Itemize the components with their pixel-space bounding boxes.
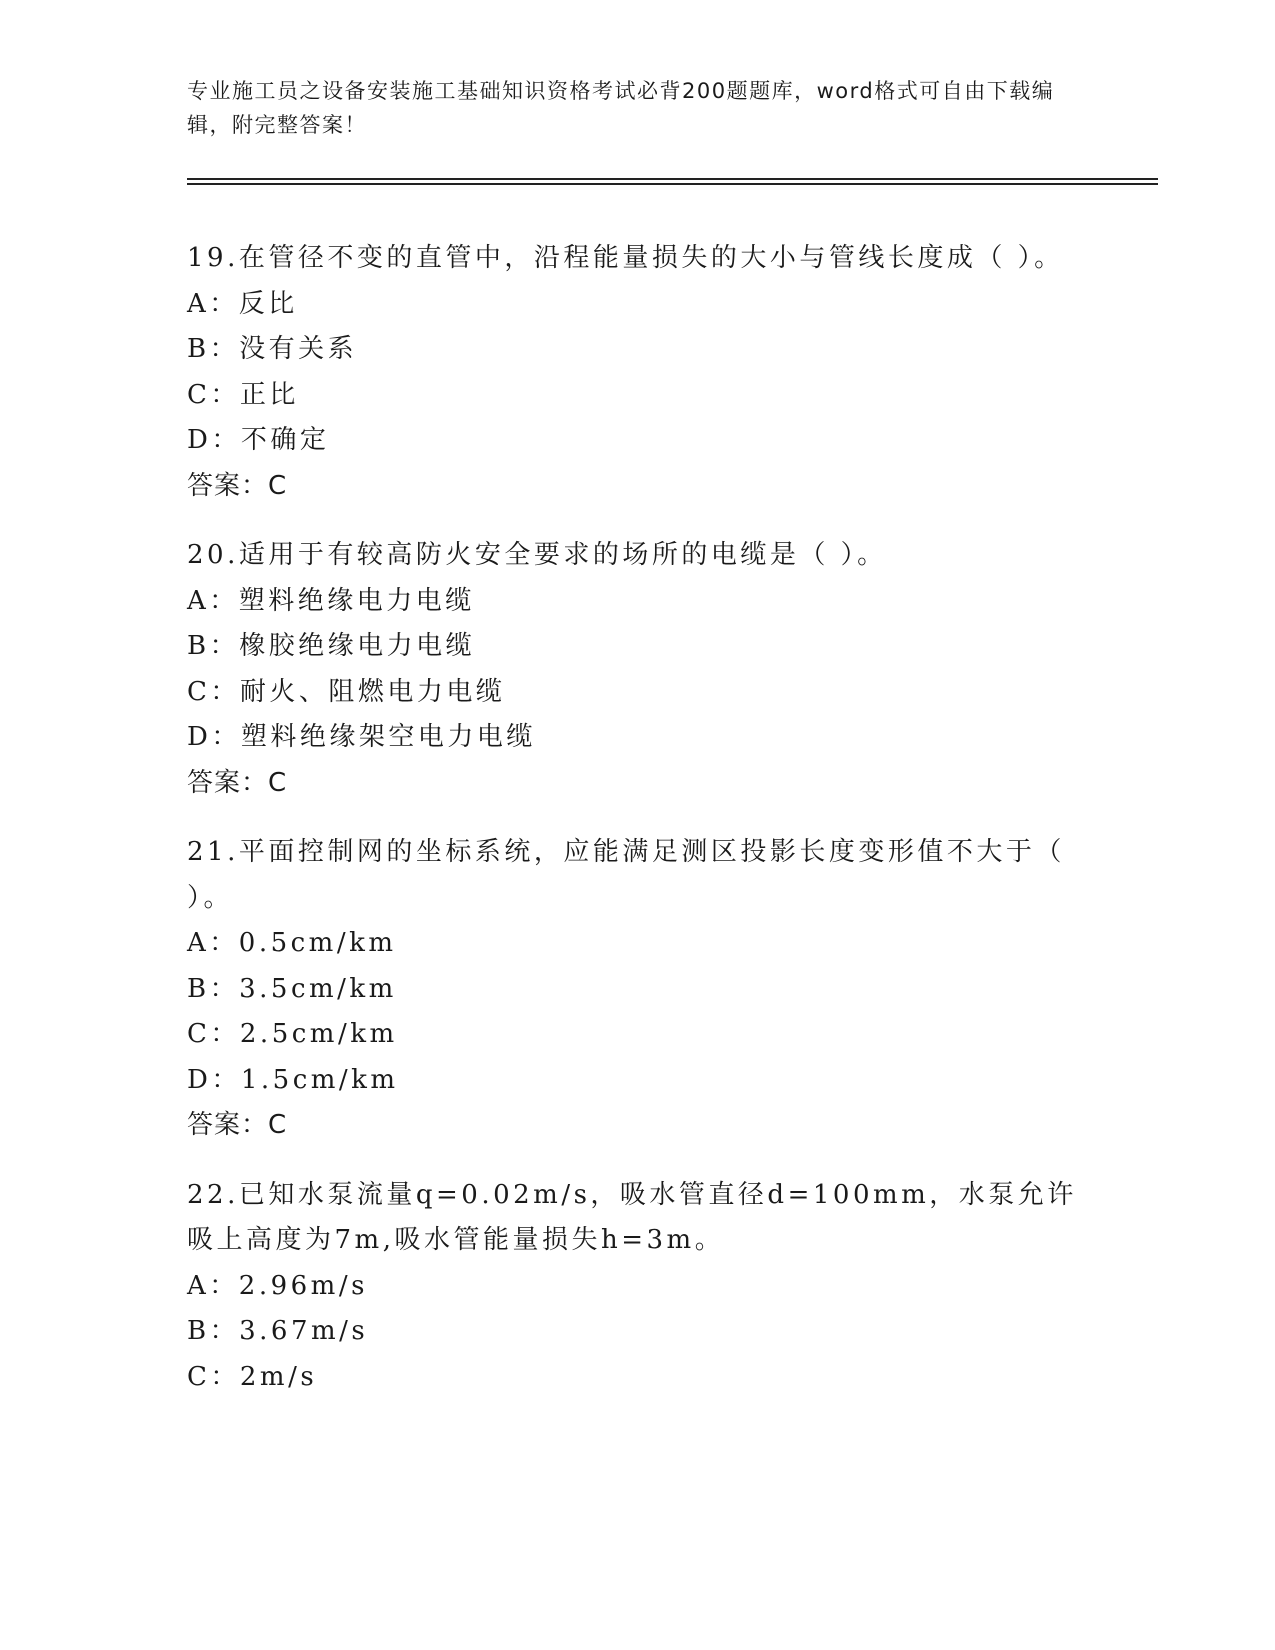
answer: 答案：C (187, 470, 288, 501)
question-stem: 20.适用于有较高防火安全要求的场所的电缆是（ ）。 (187, 540, 887, 570)
header-divider-bottom (187, 183, 1158, 185)
header-divider-top (187, 178, 1158, 180)
question-20 (187, 533, 1087, 806)
option-c: C：2m/s (187, 1361, 318, 1392)
option-d: D：1.5cm/km (187, 1064, 399, 1095)
option-c: C：正比 (187, 379, 299, 410)
question-list (187, 236, 1087, 1424)
question-21 (187, 830, 1087, 1149)
option-b: B：3.67m/s (187, 1316, 369, 1346)
option-a: A：塑料绝缘电力电缆 (187, 585, 475, 616)
option-c: C：耐火、阻燃电力电缆 (187, 676, 506, 707)
option-b: B：橡胶绝缘电力电缆 (187, 631, 476, 661)
option-d: D：塑料绝缘架空电力电缆 (187, 722, 536, 752)
question-stem: 19.在管径不变的直管中，沿程能量损失的大小与管线长度成（ ）。 (187, 243, 1064, 273)
question-stem: 22.已知水泵流量q=0.02m/s，吸水管直径d=100mm，水泵允许吸上高度为7m,吸水管能量损失h=3m。 (187, 1179, 1077, 1255)
question-19 (187, 236, 1087, 509)
option-b: B：3.5cm/km (187, 973, 397, 1004)
answer: 答案：C (187, 767, 288, 798)
option-d: D：不确定 (187, 425, 330, 455)
option-c: C：2.5cm/km (187, 1019, 398, 1049)
question-22 (187, 1173, 1087, 1401)
option-a: A：0.5cm/km (187, 928, 397, 958)
document-header: 专业施工员之设备安装施工基础知识资格考试必背200题题库，word格式可自由下载编辑，附完整答案！ (187, 79, 1055, 137)
option-a: A：2.96m/s (187, 1270, 368, 1301)
answer: 答案：C (187, 1110, 288, 1140)
option-b: B：没有关系 (187, 334, 358, 364)
option-a: A：反比 (187, 288, 298, 319)
question-stem: 21.平面控制网的坐标系统，应能满足测区投影长度变形值不大于（ ）。 (187, 837, 1077, 913)
